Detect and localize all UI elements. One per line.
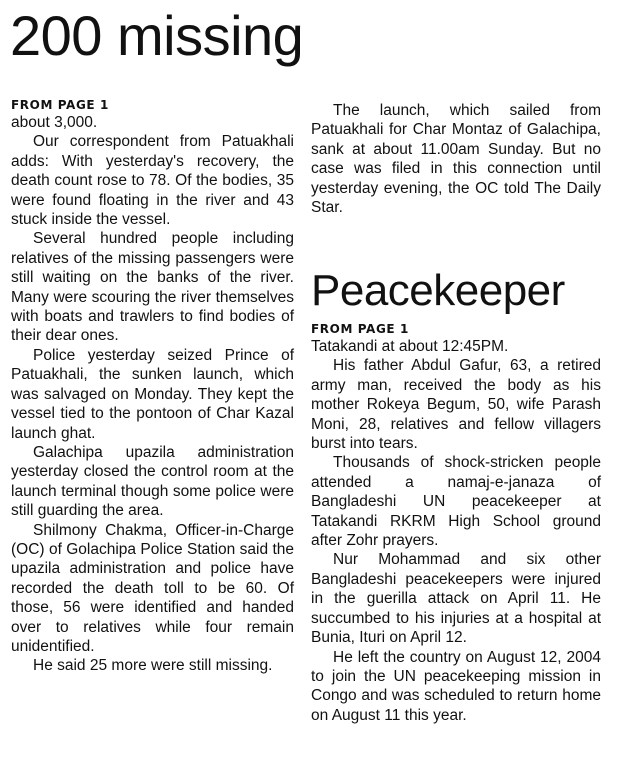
story1-paragraph: Galachipa upazila administration yesterday closed the control room at the launch terminal though some police were still guarding the area.	[11, 443, 294, 520]
story2-column	[311, 321, 601, 725]
story1-paragraph: Shilmony Chakma, Officer-in-Charge (OC) of Golachipa Police Station said the upazila administration and police have recorded the death toll to be 60. Of those, 56 were identified and handed over to relatives while four remain unidentified.	[11, 521, 294, 655]
story1-paragraph: Police yesterday seized Prince of Patuakhali, the sunken launch, which was salvaged on Monday. They kept the vessel tied to the pontoon of Char Kazal launch ghat.	[11, 346, 294, 442]
story1-column-left	[11, 97, 294, 676]
story2-paragraph: Nur Mohammad and six other Bangladeshi peacekeepers were injured in the guerilla attack on April 11. He succumbed to his injuries at a hospital at Bunia, Ituri on April 12.	[311, 551, 601, 647]
story1-column-right	[311, 101, 601, 217]
story2-headline: Peacekeeper	[311, 266, 565, 315]
story1-headline: 200 missing	[10, 4, 304, 67]
story1-paragraph: The launch, which sailed from Patuakhali for Char Montaz of Galachipa, sank at about 11.00am Sunday. But no case was filed in this connection until yesterday evening, the OC told The Daily Star.	[311, 102, 601, 217]
story1-kicker: FROM PAGE 1	[11, 98, 109, 112]
story1-paragraph: Several hundred people including relatives of the missing passengers were still waiting on the banks of the river. Many were scouring the river themselves with boats and trawlers to find bodies of their dear ones.	[11, 230, 294, 345]
story1-paragraph: about 3,000.	[11, 114, 98, 131]
story1-paragraph: Our correspondent from Patuakhali adds: With yesterday's recovery, the death count rose to 78. Of the bodies, 35 were found floating in the river and 43 stuck inside the vessel.	[11, 133, 294, 229]
story1-paragraph: He said 25 more were still missing.	[33, 657, 273, 675]
story2-paragraph: He left the country on August 12, 2004 to join the UN peacekeeping mission in Congo and was scheduled to return home on August 11 this year.	[311, 648, 601, 724]
story2-paragraph: Thousands of shock-stricken people attended a namaj-e-janaza of Bangladeshi UN peacekeeper at Tatakandi RKRM High School ground after Zohr prayers.	[311, 454, 601, 550]
story2-paragraph: Tatakandi at about 12:45PM.	[311, 338, 509, 355]
story2-paragraph: His father Abdul Gafur, 63, a retired army man, received the body as his mother Rokeya Begum, 50, wife Parash Moni, 28, relatives and fellow villagers burst into tears.	[311, 357, 601, 453]
story2-kicker: FROM PAGE 1	[311, 322, 409, 336]
